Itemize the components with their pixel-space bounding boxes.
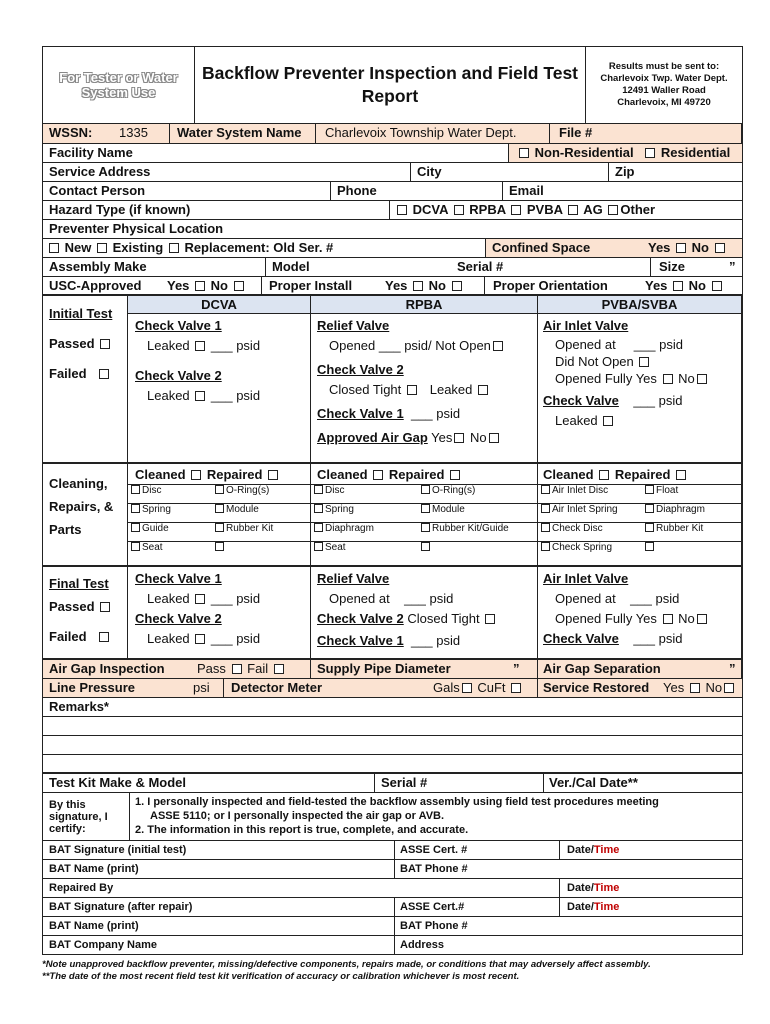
part-rpba-option[interactable]: Module bbox=[421, 504, 465, 515]
part-rpba-option[interactable]: Seat bbox=[314, 542, 346, 553]
part-dcva-option[interactable]: Guide bbox=[131, 523, 169, 534]
final-dcva-cv1[interactable] bbox=[195, 594, 205, 604]
bat-signature-after-label: BAT Signature (after repair) bbox=[49, 901, 193, 913]
part-pvba-option[interactable]: Air Inlet Disc bbox=[541, 485, 608, 496]
gals-checkbox[interactable] bbox=[462, 683, 472, 693]
final-pvba-no[interactable] bbox=[697, 614, 707, 624]
bat-signature-initial-label: BAT Signature (initial test) bbox=[49, 844, 187, 856]
part-rpba-option[interactable]: O-Ring(s) bbox=[421, 485, 475, 496]
col-dcva: DCVA bbox=[128, 296, 310, 314]
part-dcva-option[interactable]: Disc bbox=[131, 485, 161, 496]
bat-company-label: BAT Company Name bbox=[49, 939, 157, 951]
other-checkbox[interactable] bbox=[608, 205, 618, 215]
final-test-label: Final Test bbox=[49, 576, 109, 591]
install-yes-checkbox[interactable] bbox=[413, 281, 423, 291]
bat-signature-after-date-label: Date/Time bbox=[567, 901, 620, 913]
pvba-cv-leaked[interactable] bbox=[603, 416, 613, 426]
remarks-row[interactable]: Remarks* bbox=[42, 698, 743, 717]
part-pvba-option[interactable]: Check Spring bbox=[541, 542, 612, 553]
bat-name-2-field-label: BAT Phone # bbox=[400, 920, 468, 932]
water-system-label: Water System Name bbox=[177, 125, 302, 140]
bat-company-field-label: Address bbox=[400, 939, 445, 951]
results-sent-to: Results must be sent to: Charlevoix Twp. Water Dept. 12491 Waller Road Charlevoix, MI 49720 bbox=[585, 47, 742, 123]
part-dcva-option[interactable]: Module bbox=[215, 504, 259, 515]
pvba-cleaned[interactable] bbox=[599, 470, 609, 480]
tester-use-label: For Tester or Water System Use bbox=[43, 47, 195, 123]
usc-no-checkbox[interactable] bbox=[234, 281, 244, 291]
initial-test-section: DCVA RPBA PVBA/SVBA Initial Test Passed Failed Check Valve 1 Leaked ___ psid Check Valve 2 Leaked ___ psid Relief Valve Opened ___ psid/ Not Open Check Valve 2 Closed Tight Leaked Check Valve 1 ___ psid Approved Air Gap Yes No Air Inlet Valve Opened at ___ psid Did Not Open Opened Fully Yes No Check Valve ___ psid Leaked bbox=[42, 296, 743, 464]
dcva-cv1-leaked[interactable] bbox=[195, 341, 205, 351]
rpba-not-open[interactable] bbox=[493, 341, 503, 351]
part-pvba-option[interactable]: Float bbox=[645, 485, 678, 496]
bat-name-1-field-label: BAT Phone # bbox=[400, 863, 468, 875]
rpba-cleaned[interactable] bbox=[373, 470, 383, 480]
pvba-did-not-open[interactable] bbox=[639, 357, 649, 367]
part-pvba-option[interactable]: Rubber Kit bbox=[645, 523, 703, 534]
contact-row[interactable]: Contact Person Phone Email bbox=[42, 182, 743, 201]
existing-checkbox[interactable] bbox=[97, 243, 107, 253]
restored-no[interactable] bbox=[724, 683, 734, 693]
repaired-by-label: Repaired By bbox=[49, 882, 114, 894]
part-pvba-option[interactable]: Diaphragm bbox=[645, 504, 705, 515]
footnote-2: **The date of the most recent field test kit verification of accuracy or calibration whichever is most recent. bbox=[42, 971, 520, 982]
wssn-label: WSSN: bbox=[49, 125, 93, 140]
service-address-row[interactable]: Service Address City Zip bbox=[42, 163, 743, 182]
rpba-checkbox[interactable] bbox=[454, 205, 464, 215]
part-dcva-option[interactable]: Seat bbox=[131, 542, 163, 553]
orientation-no-checkbox[interactable] bbox=[712, 281, 722, 291]
final-test-section: Final Test Passed Failed Check Valve 1 Leaked ___ psid Check Valve 2 Leaked ___ psid Relief Valve Opened at ___ psid Check Valve 2 Closed Tight Check Valve 1 ___ psid Air Inlet Valve Opened at ___ psid Opened Fully Yes No Check Valve ___ psid bbox=[42, 567, 743, 660]
air-gap-no[interactable] bbox=[489, 433, 499, 443]
part-pvba-option[interactable]: Check Disc bbox=[541, 523, 603, 534]
rpba-repaired[interactable] bbox=[450, 470, 460, 480]
bat-name-1-row[interactable] bbox=[42, 860, 743, 879]
bat-name-1-label: BAT Name (print) bbox=[49, 863, 139, 875]
test-kit-row[interactable]: Test Kit Make & Model Serial # Ver./Cal Date** bbox=[42, 774, 743, 793]
remarks-line-4[interactable] bbox=[42, 755, 743, 774]
orientation-yes-checkbox[interactable] bbox=[673, 281, 683, 291]
air-gap-row[interactable]: Air Gap Inspection Pass Fail Supply Pipe Diameter ” Air Gap Separation ” bbox=[42, 660, 743, 679]
location-row[interactable]: Preventer Physical Location bbox=[42, 220, 743, 239]
install-no-checkbox[interactable] bbox=[452, 281, 462, 291]
hazard-row[interactable]: Hazard Type (if known) DCVA RPBA PVBA AG Other bbox=[42, 201, 743, 220]
bat-signature-initial-field-label: ASSE Cert. # bbox=[400, 844, 468, 856]
footnotes bbox=[42, 959, 747, 983]
cuft-checkbox[interactable] bbox=[511, 683, 521, 693]
bat-signature-initial-row[interactable] bbox=[42, 841, 743, 860]
part-rpba-option[interactable]: Rubber Kit/Guide bbox=[421, 523, 509, 534]
confined-no-checkbox[interactable] bbox=[715, 243, 725, 253]
final-dcva-cv2[interactable] bbox=[195, 634, 205, 644]
pvba-fully-yes[interactable] bbox=[663, 374, 673, 384]
pvba-checkbox[interactable] bbox=[511, 205, 521, 215]
wssn-row[interactable] bbox=[42, 124, 743, 144]
line-pressure-row[interactable]: Line Pressure psi Detector Meter Gals CuFt Service Restored Yes No bbox=[42, 679, 743, 698]
bat-company-row[interactable] bbox=[42, 936, 743, 955]
usc-yes-checkbox[interactable] bbox=[195, 281, 205, 291]
bat-signature-after-field-label: ASSE Cert.# bbox=[400, 901, 465, 913]
dcva-cleaned[interactable] bbox=[191, 470, 201, 480]
form-title: Backflow Preventer Inspection and Field Test Report bbox=[201, 63, 579, 106]
rpba-closed-tight[interactable] bbox=[407, 385, 417, 395]
final-failed-checkbox[interactable] bbox=[99, 632, 109, 642]
footnote-1: *Note unapproved backflow preventer, missing/defective components, repairs made, or conditions that may adversely affect assembly. bbox=[42, 959, 651, 970]
parts-section: Cleaning, Repairs, & Parts Cleaned Repaired Cleaned Repaired Cleaned Repaired Disc O-Ring(s) Spring Module Guide Rubber Kit Seat Disc O-Ring(s) Spring Module Diaphragm Rubber Kit/Guide Seat Air Inlet Disc Float Air Inlet Spring Diaphragm Check Disc Rubber Kit Check Spring bbox=[42, 464, 743, 567]
part-dcva-option[interactable]: Spring bbox=[131, 504, 171, 515]
dcva-checkbox[interactable] bbox=[397, 205, 407, 215]
dcva-cv2-leaked[interactable] bbox=[195, 391, 205, 401]
new-existing-row[interactable]: New Existing Replacement: Old Ser. # Confined Space Yes No bbox=[42, 239, 743, 258]
replacement-checkbox[interactable] bbox=[169, 243, 179, 253]
residential-checkbox[interactable] bbox=[645, 148, 655, 158]
remarks-line-2[interactable] bbox=[42, 717, 743, 736]
wssn-value[interactable]: 1335 bbox=[119, 125, 148, 140]
facility-row[interactable]: Facility Name Non-Residential Residential bbox=[42, 144, 743, 163]
dcva-repaired[interactable] bbox=[268, 470, 278, 480]
part-dcva-option[interactable]: Rubber Kit bbox=[215, 523, 273, 534]
bat-signature-after-row[interactable] bbox=[42, 898, 743, 917]
col-pvba: PVBA/SVBA bbox=[538, 296, 741, 314]
air-gap-pass[interactable] bbox=[232, 664, 242, 674]
bat-signature-initial-date-label: Date/Time bbox=[567, 844, 620, 856]
final-passed-checkbox[interactable] bbox=[100, 602, 110, 612]
air-gap-fail[interactable] bbox=[274, 664, 284, 674]
final-rpba-closed[interactable] bbox=[485, 614, 495, 624]
air-gap-yes[interactable] bbox=[454, 433, 464, 443]
pvba-repaired[interactable] bbox=[676, 470, 686, 480]
confined-yes-checkbox[interactable] bbox=[676, 243, 686, 253]
bat-name-2-label: BAT Name (print) bbox=[49, 920, 139, 932]
form-header bbox=[42, 46, 743, 124]
initial-test-label: Initial Test bbox=[49, 306, 113, 321]
restored-yes[interactable] bbox=[690, 683, 700, 693]
part-rpba-option[interactable]: Spring bbox=[314, 504, 354, 515]
water-system-value[interactable]: Charlevoix Township Water Dept. bbox=[325, 125, 517, 140]
new-checkbox[interactable] bbox=[49, 243, 59, 253]
backflow-form bbox=[42, 46, 743, 955]
ag-checkbox[interactable] bbox=[568, 205, 578, 215]
bat-name-2-row[interactable] bbox=[42, 917, 743, 936]
assembly-row[interactable]: Assembly Make Model Serial # Size ” bbox=[42, 258, 743, 277]
repaired-by-row[interactable] bbox=[42, 879, 743, 898]
part-dcva-option[interactable]: O-Ring(s) bbox=[215, 485, 269, 496]
file-number[interactable]: File # bbox=[559, 125, 593, 140]
initial-passed-checkbox[interactable] bbox=[100, 339, 110, 349]
part-rpba-option[interactable] bbox=[421, 542, 432, 553]
part-dcva-option[interactable] bbox=[215, 542, 226, 553]
initial-failed-checkbox[interactable] bbox=[99, 369, 109, 379]
part-rpba-option[interactable]: Disc bbox=[314, 485, 344, 496]
usc-row[interactable]: USC-Approved Yes No Proper Install Yes No Proper Orientation Yes No bbox=[42, 277, 743, 296]
final-pvba-yes[interactable] bbox=[663, 614, 673, 624]
parts-label: Cleaning, Repairs, & Parts bbox=[49, 476, 114, 537]
rpba-leaked[interactable] bbox=[478, 385, 488, 395]
repaired-by-date-label: Date/Time bbox=[567, 882, 620, 894]
remarks-line-3[interactable] bbox=[42, 736, 743, 755]
pvba-fully-no[interactable] bbox=[697, 374, 707, 384]
col-rpba: RPBA bbox=[311, 296, 537, 314]
certification-block: By this signature, I certify: 1. I personally inspected and field-tested the backflow assembly using field test procedures meeting ASSE 5110; or I personally inspected the air gap or AVB. 2. The information in this report is true, complete, and accurate. bbox=[42, 793, 743, 841]
non-residential-checkbox[interactable] bbox=[519, 148, 529, 158]
part-pvba-option[interactable]: Air Inlet Spring bbox=[541, 504, 618, 515]
part-pvba-option[interactable] bbox=[645, 542, 656, 553]
part-rpba-option[interactable]: Diaphragm bbox=[314, 523, 374, 534]
